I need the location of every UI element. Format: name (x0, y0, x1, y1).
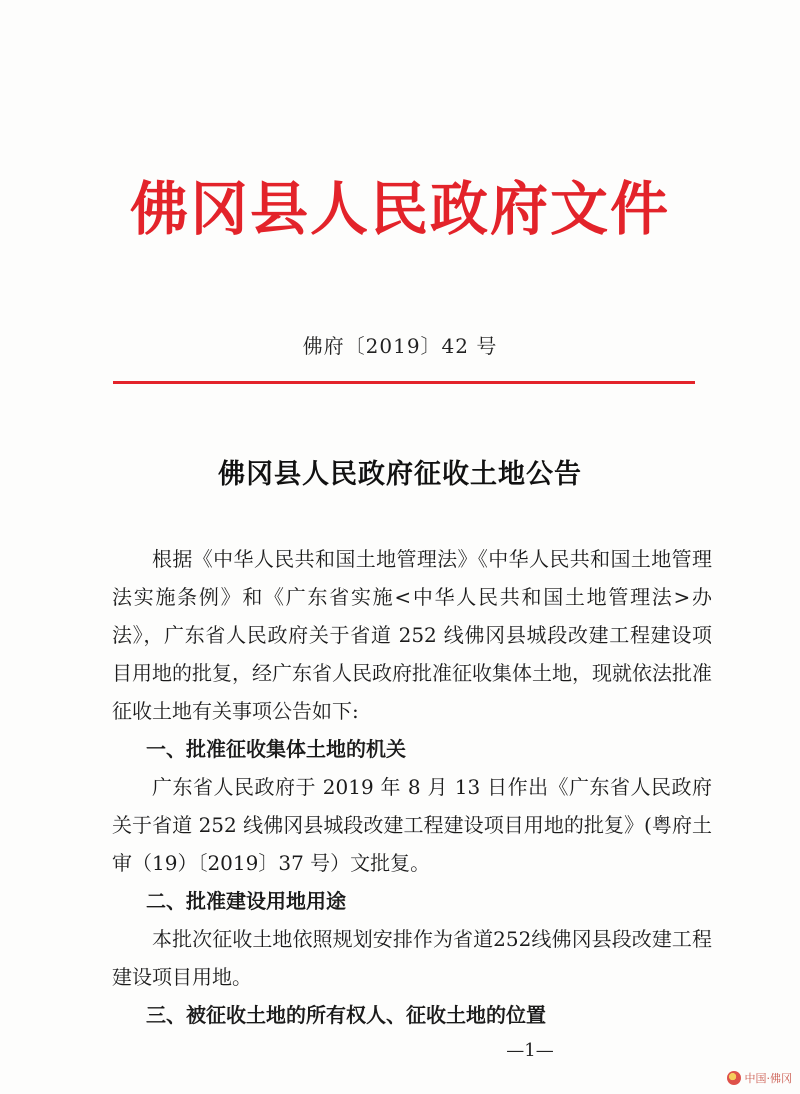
section-paragraph-1: 广东省人民政府于 2019 年 8 月 13 日作出《广东省人民政府关于省道 252 线佛冈县城段改建工程建设项目用地的批复》(粤府土审（19）〔2019〕37 号）文批复。 (112, 775, 712, 875)
red-divider-line (113, 381, 695, 384)
notice-body (112, 540, 712, 1034)
watermark-text: 中国·佛冈 (744, 1072, 792, 1085)
intro-paragraph: 根据《中华人民共和国土地管理法》《中华人民共和国土地管理法实施条例》和《广东省实施<中华人民共和国土地管理法>办法》，广东省人民政府关于省道 252 线佛冈县城段改建工程建设项目用地的批复，经广东省人民政府批准征收集体土地，现就依法批准征收土地有关事项公告如下: (112, 547, 712, 723)
section-heading-1: 一、批准征收集体土地的机关 (146, 737, 406, 761)
emblem-icon (727, 1071, 741, 1085)
document-masthead: 佛冈县人民政府文件 (129, 175, 670, 243)
section-heading-2: 二、批准建设用地用途 (146, 889, 346, 913)
section-heading-3: 三、被征收土地的所有权人、征收土地的位置 (146, 1003, 546, 1027)
notice-title: 佛冈县人民政府征收土地公告 (218, 459, 582, 490)
section-paragraph-2: 本批次征收土地依照规划安排作为省道252线佛冈县段改建工程建设项目用地。 (112, 927, 712, 989)
document-number: 佛府〔2019〕42 号 (302, 334, 498, 358)
site-watermark (727, 1070, 793, 1086)
page-number: —1— (506, 1040, 554, 1061)
